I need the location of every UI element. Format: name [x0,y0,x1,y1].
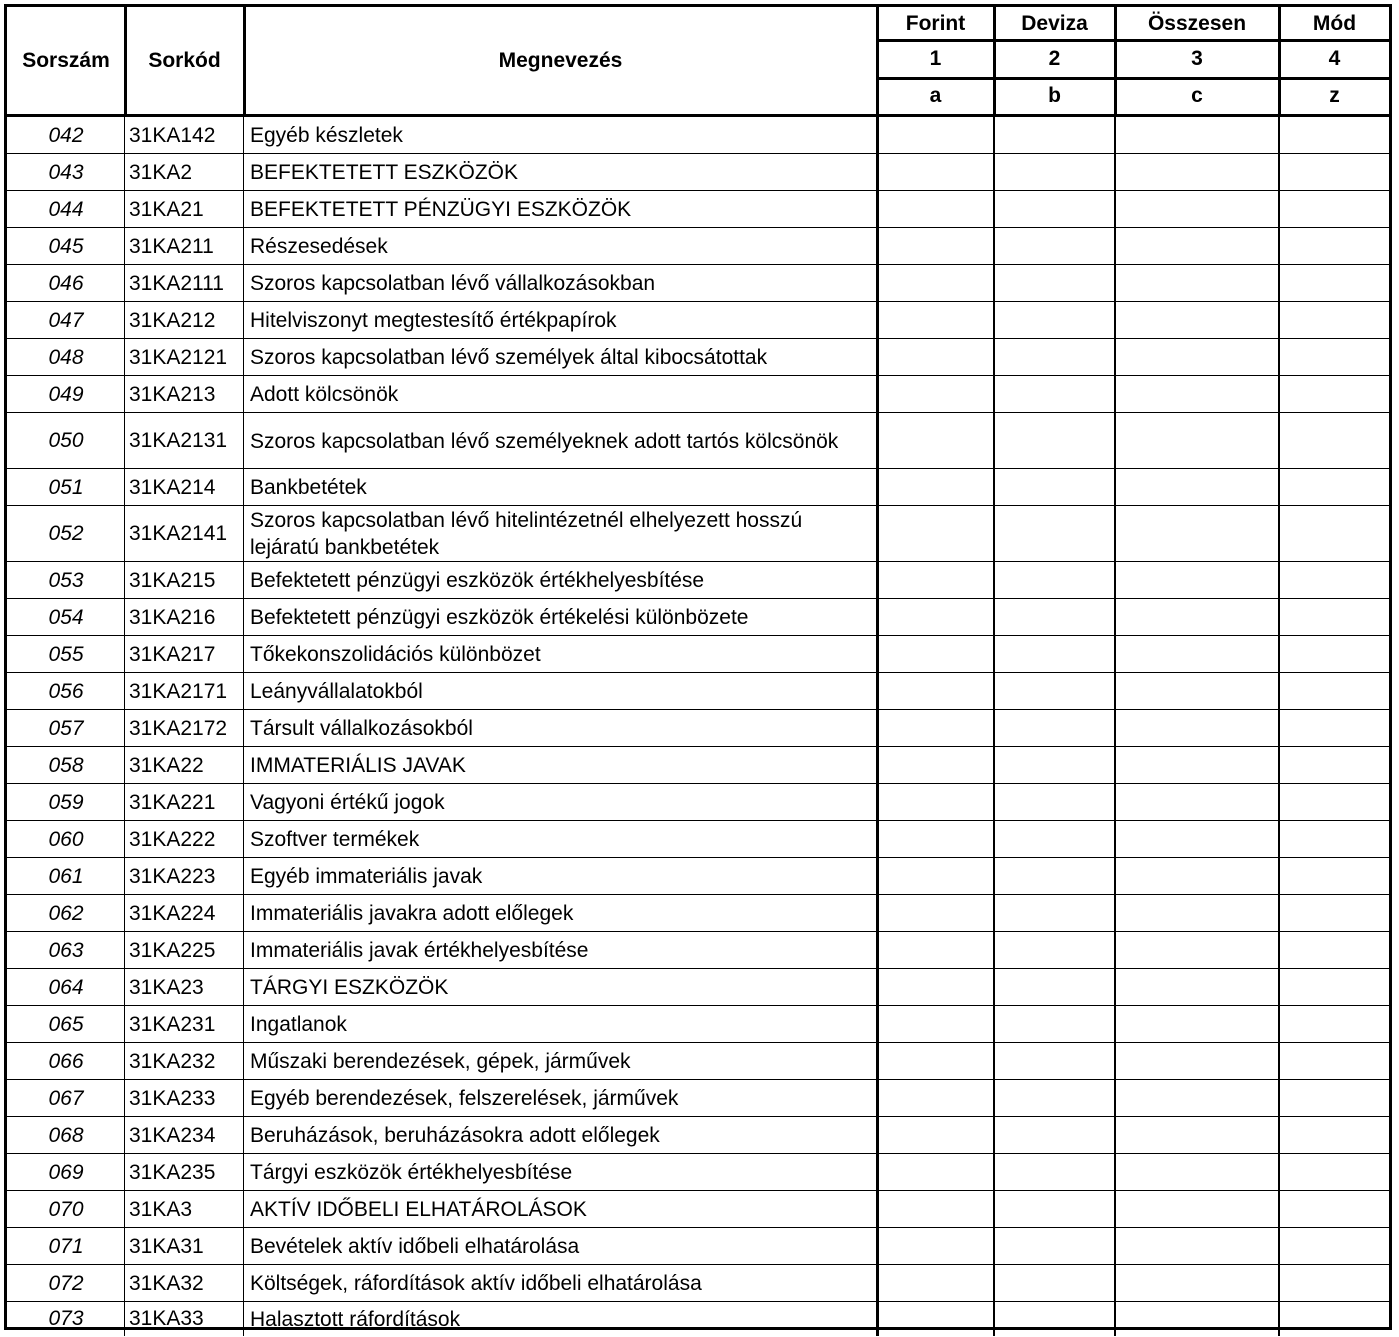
value-cell-mod[interactable] [1281,747,1389,784]
value-cell-mod[interactable] [1281,1265,1389,1302]
value-cell-osszesen[interactable] [1117,1080,1278,1117]
row-megnevezes: Szoftver termékek [250,828,420,851]
row-sorkod: 31KA2172 [129,716,228,740]
value-cell-deviza[interactable] [996,562,1114,599]
value-cell-forint[interactable] [879,469,993,506]
value-cell-osszesen[interactable] [1117,1228,1278,1265]
row-megnevezes: Egyéb berendezések, felszerelések, járművek [250,1087,679,1110]
grid-line [243,7,246,114]
row-megnevezes: BEFEKTETETT ESZKÖZÖK [250,161,518,184]
value-cell-mod[interactable] [1281,376,1389,413]
row-megnevezes: Egyéb készletek [250,124,403,147]
value-cell-mod[interactable] [1281,1080,1389,1117]
value-cell-forint[interactable] [879,1265,993,1302]
value-cell-osszesen[interactable] [1117,1302,1278,1336]
row-megnevezes: AKTÍV IDŐBELI ELHATÁROLÁSOK [250,1198,587,1221]
value-cell-mod[interactable] [1281,413,1389,469]
row-megnevezes: IMMATERIÁLIS JAVAK [250,754,466,777]
row-sorkod: 31KA225 [129,938,216,962]
row-sorkod: 31KA211 [129,234,214,258]
grid-line [124,7,127,114]
row-sorszam: 062 [48,901,84,925]
value-cell-deviza[interactable] [996,376,1114,413]
value-cell-mod[interactable] [1281,1228,1389,1265]
row-sorszam: 064 [48,975,84,999]
row-megnevezes: Hitelviszonyt megtestesítő értékpapírok [250,309,617,332]
header-col-number: 4 [1328,47,1341,70]
value-cell-deviza[interactable] [996,265,1114,302]
value-cell-mod[interactable] [1281,1154,1389,1191]
row-sorszam: 070 [48,1197,84,1221]
value-cell-mod[interactable] [1281,154,1389,191]
row-sorszam: 058 [48,753,84,777]
row-megnevezes: Tárgyi eszközök értékhelyesbítése [250,1161,573,1184]
row-megnevezes: Műszaki berendezések, gépek, járművek [250,1050,631,1073]
value-cell-osszesen[interactable] [1117,1006,1278,1043]
value-cell-mod[interactable] [1281,562,1389,599]
value-cell-forint[interactable] [879,858,993,895]
value-cell-osszesen[interactable] [1117,302,1278,339]
row-megnevezes: Szoros kapcsolatban lévő személyeknek adott tartós kölcsönök [250,429,839,453]
value-cell-forint[interactable] [879,506,993,562]
row-sorkod: 31KA235 [129,1160,216,1184]
row-sorszam: 071 [48,1234,84,1258]
value-cell-deviza[interactable] [996,932,1114,969]
row-megnevezes: Befektetett pénzügyi eszközök értékhelyesbítése [250,569,705,592]
grid-line [876,7,879,114]
value-cell-osszesen[interactable] [1117,1117,1278,1154]
row-sorkod: 31KA213 [129,382,216,406]
value-cell-forint[interactable] [879,117,993,154]
value-cell-osszesen[interactable] [1117,932,1278,969]
row-megnevezes: Egyéb immateriális javak [250,865,483,888]
value-cell-forint[interactable] [879,969,993,1006]
value-cell-deviza[interactable] [996,1302,1114,1336]
row-sorszam: 053 [48,568,84,592]
row-megnevezes: Halasztott ráfordítások [250,1307,461,1331]
row-sorkod: 31KA214 [129,475,216,499]
row-sorkod: 31KA217 [129,642,216,666]
row-sorszam: 047 [48,308,84,332]
grid-line [243,117,244,1336]
row-sorszam: 055 [48,642,84,666]
grid-line [993,7,996,114]
header-col-title: Deviza [1021,11,1088,35]
value-cell-deviza[interactable] [996,1191,1114,1228]
value-cell-forint[interactable] [879,932,993,969]
value-cell-forint[interactable] [879,784,993,821]
value-cell-forint[interactable] [879,895,993,932]
value-cell-deviza[interactable] [996,1117,1114,1154]
row-sorszam: 057 [48,716,84,740]
row-sorkod: 31KA2121 [129,345,228,369]
value-cell-mod[interactable] [1281,1043,1389,1080]
row-sorkod: 31KA212 [129,308,216,332]
value-cell-forint[interactable] [879,265,993,302]
row-sorszam: 065 [48,1012,84,1036]
header-col-number: 2 [1048,47,1061,70]
row-sorkod: 31KA22 [129,753,204,777]
header-col-title: Forint [905,11,966,35]
value-cell-forint[interactable] [879,599,993,636]
value-cell-deviza[interactable] [996,154,1114,191]
value-cell-mod[interactable] [1281,117,1389,154]
value-cell-forint[interactable] [879,1228,993,1265]
row-sorszam: 054 [48,605,84,629]
row-sorkod: 31KA233 [129,1086,216,1110]
row-sorkod: 31KA231 [129,1012,216,1036]
row-megnevezes: Bankbetétek [250,476,367,499]
value-cell-deviza[interactable] [996,858,1114,895]
row-sorkod: 31KA3 [129,1197,193,1221]
value-cell-forint[interactable] [879,562,993,599]
value-cell-forint[interactable] [879,413,993,469]
grid-line [876,117,879,1336]
row-megnevezes: BEFEKTETETT PÉNZÜGYI ESZKÖZÖK [250,198,632,221]
value-cell-mod[interactable] [1281,858,1389,895]
value-cell-forint[interactable] [879,710,993,747]
value-cell-deviza[interactable] [996,413,1114,469]
grid-line [1278,7,1281,114]
row-megnevezes: Részesedések [250,235,388,258]
row-sorkod: 31KA223 [129,864,216,888]
value-cell-forint[interactable] [879,747,993,784]
value-cell-deviza[interactable] [996,117,1114,154]
value-cell-osszesen[interactable] [1117,191,1278,228]
value-cell-deviza[interactable] [996,636,1114,673]
value-cell-osszesen[interactable] [1117,673,1278,710]
row-megnevezes: Ingatlanok [250,1013,347,1036]
header-col-number: 3 [1191,47,1203,70]
value-cell-mod[interactable] [1281,895,1389,932]
value-cell-mod[interactable] [1281,636,1389,673]
value-cell-osszesen[interactable] [1117,821,1278,858]
value-cell-deviza[interactable] [996,339,1114,376]
value-cell-osszesen[interactable] [1117,154,1278,191]
value-cell-mod[interactable] [1281,932,1389,969]
header-col-title: Összesen [1147,11,1247,35]
row-sorszam: 067 [48,1086,84,1110]
value-cell-mod[interactable] [1281,710,1389,747]
grid-line [1278,117,1280,1336]
row-sorkod: 31KA221 [129,790,216,814]
row-sorszam: 048 [48,345,84,369]
value-cell-mod[interactable] [1281,1191,1389,1228]
value-cell-forint[interactable] [879,339,993,376]
value-cell-deviza[interactable] [996,747,1114,784]
row-sorszam: 061 [48,864,84,888]
value-cell-deviza[interactable] [996,969,1114,1006]
grid-line [1114,117,1116,1336]
value-cell-deviza[interactable] [996,1228,1114,1265]
row-megnevezes: Szoros kapcsolatban lévő vállalkozásokban [250,272,656,295]
row-sorkod: 31KA31 [129,1234,204,1258]
row-sorkod: 31KA232 [129,1049,216,1073]
value-cell-forint[interactable] [879,154,993,191]
value-cell-osszesen[interactable] [1117,599,1278,636]
value-cell-deviza[interactable] [996,506,1114,562]
value-cell-deviza[interactable] [996,599,1114,636]
value-cell-osszesen[interactable] [1117,228,1278,265]
row-sorszam: 059 [48,790,84,814]
value-cell-forint[interactable] [879,1043,993,1080]
value-cell-osszesen[interactable] [1117,562,1278,599]
value-cell-osszesen[interactable] [1117,339,1278,376]
value-cell-deviza[interactable] [996,784,1114,821]
header-col-title: Mód [1312,11,1357,35]
value-cell-osszesen[interactable] [1117,117,1278,154]
row-megnevezes: Immateriális javakra adott előlegek [250,902,574,925]
value-cell-forint[interactable] [879,673,993,710]
value-cell-forint[interactable] [879,228,993,265]
value-cell-osszesen[interactable] [1117,895,1278,932]
value-cell-osszesen[interactable] [1117,636,1278,673]
row-megnevezes: Adott kölcsönök [250,383,399,406]
row-sorszam: 060 [48,827,84,851]
value-cell-mod[interactable] [1281,469,1389,506]
value-cell-mod[interactable] [1281,1006,1389,1043]
value-cell-forint[interactable] [879,302,993,339]
grid-line [1114,7,1117,114]
row-sorszam: 069 [48,1160,84,1184]
value-cell-mod[interactable] [1281,1117,1389,1154]
value-cell-forint[interactable] [879,376,993,413]
value-cell-mod[interactable] [1281,673,1389,710]
value-cell-forint[interactable] [879,1191,993,1228]
value-cell-mod[interactable] [1281,228,1389,265]
header-col-code: a [929,84,942,107]
value-cell-deviza[interactable] [996,1080,1114,1117]
value-cell-deviza[interactable] [996,469,1114,506]
row-sorkod: 31KA216 [129,605,216,629]
value-cell-osszesen[interactable] [1117,506,1278,562]
header-col-code: z [1329,84,1340,107]
row-sorszam: 050 [48,429,84,452]
grid-line [993,117,995,1336]
row-megnevezes: TÁRGYI ESZKÖZÖK [250,976,449,999]
value-cell-osszesen[interactable] [1117,413,1278,469]
row-sorszam: 049 [48,382,84,406]
row-sorkod: 31KA32 [129,1271,204,1295]
value-cell-osszesen[interactable] [1117,969,1278,1006]
value-cell-osszesen[interactable] [1117,1191,1278,1228]
row-sorkod: 31KA2111 [129,271,224,295]
value-cell-forint[interactable] [879,1117,993,1154]
row-sorszam: 043 [48,160,84,184]
value-cell-osszesen[interactable] [1117,376,1278,413]
row-sorkod: 31KA23 [129,975,204,999]
row-megnevezes: Immateriális javak értékhelyesbítése [250,939,589,962]
row-sorszam: 045 [48,234,84,258]
row-megnevezes: Beruházások, beruházásokra adott előlegek [250,1124,660,1147]
value-cell-deviza[interactable] [996,821,1114,858]
value-cell-osszesen[interactable] [1117,784,1278,821]
header-col-code: c [1191,84,1203,107]
row-megnevezes: Költségek, ráfordítások aktív időbeli elhatárolása [250,1272,702,1295]
row-sorszam: 063 [48,938,84,962]
value-cell-forint[interactable] [879,636,993,673]
value-cell-osszesen[interactable] [1117,1265,1278,1302]
value-cell-osszesen[interactable] [1117,858,1278,895]
row-sorkod: 31KA2 [129,160,193,184]
value-cell-forint[interactable] [879,1006,993,1043]
value-cell-deviza[interactable] [996,1154,1114,1191]
row-sorszam: 072 [48,1271,84,1295]
row-megnevezes: Leányvállalatokból [250,680,423,703]
value-cell-osszesen[interactable] [1117,469,1278,506]
row-megnevezes: Társult vállalkozásokból [250,717,473,740]
value-cell-deviza[interactable] [996,1265,1114,1302]
value-cell-osszesen[interactable] [1117,265,1278,302]
value-cell-mod[interactable] [1281,821,1389,858]
row-sorszam: 066 [48,1049,84,1073]
value-cell-mod[interactable] [1281,599,1389,636]
row-megnevezes: Szoros kapcsolatban lévő hitelintézetnél elhelyezett hosszú lejáratú bankbetétek [250,509,803,559]
header-sorszam: Sorszám [22,48,110,72]
grid-line [124,117,125,1336]
header-sorkod: Sorkód [148,48,221,72]
header-col-number: 1 [929,47,942,70]
row-sorszam: 046 [48,271,84,295]
row-sorszam: 056 [48,679,84,703]
value-cell-osszesen[interactable] [1117,1043,1278,1080]
value-cell-deviza[interactable] [996,895,1114,932]
value-cell-mod[interactable] [1281,302,1389,339]
value-cell-mod[interactable] [1281,191,1389,228]
value-cell-deviza[interactable] [996,191,1114,228]
row-sorkod: 31KA2131 [129,429,228,452]
row-sorszam: 073 [48,1307,84,1330]
value-cell-forint[interactable] [879,821,993,858]
row-sorszam: 042 [48,123,84,147]
row-megnevezes: Tőkekonszolidációs különbözet [250,643,541,666]
value-cell-forint[interactable] [879,1080,993,1117]
row-sorszam: 044 [48,197,84,221]
row-sorkod: 31KA222 [129,827,216,851]
row-sorkod: 31KA142 [129,123,216,147]
value-cell-deviza[interactable] [996,302,1114,339]
value-cell-forint[interactable] [879,1302,993,1336]
row-sorszam: 052 [48,522,84,545]
header-megnevezes: Megnevezés [498,48,623,72]
row-megnevezes: Befektetett pénzügyi eszközök értékelési különbözete [250,606,749,629]
value-cell-osszesen[interactable] [1117,710,1278,747]
row-sorkod: 31KA21 [129,197,204,221]
value-cell-forint[interactable] [879,1154,993,1191]
value-cell-deviza[interactable] [996,228,1114,265]
value-cell-deviza[interactable] [996,673,1114,710]
grid-line [877,77,1390,80]
row-sorkod: 31KA215 [129,568,216,592]
row-sorkod: 31KA2141 [129,522,228,545]
value-cell-mod[interactable] [1281,784,1389,821]
row-sorkod: 31KA2171 [129,679,228,703]
row-sorkod: 31KA224 [129,901,216,925]
value-cell-mod[interactable] [1281,1302,1389,1336]
row-megnevezes: Szoros kapcsolatban lévő személyek által kibocsátottak [250,346,768,369]
grid-line [877,39,1390,42]
row-megnevezes: Vagyoni értékű jogok [250,791,445,814]
row-sorkod: 31KA33 [129,1307,204,1330]
row-megnevezes: Bevételek aktív időbeli elhatárolása [250,1235,580,1258]
row-sorszam: 051 [48,475,84,499]
value-cell-mod[interactable] [1281,265,1389,302]
header-col-code: b [1048,84,1061,107]
value-cell-deviza[interactable] [996,1043,1114,1080]
value-cell-osszesen[interactable] [1117,1154,1278,1191]
value-cell-deviza[interactable] [996,1006,1114,1043]
value-cell-mod[interactable] [1281,506,1389,562]
value-cell-forint[interactable] [879,191,993,228]
value-cell-mod[interactable] [1281,339,1389,376]
value-cell-mod[interactable] [1281,969,1389,1006]
row-sorszam: 068 [48,1123,84,1147]
value-cell-osszesen[interactable] [1117,747,1278,784]
row-sorkod: 31KA234 [129,1123,216,1147]
value-cell-deviza[interactable] [996,710,1114,747]
